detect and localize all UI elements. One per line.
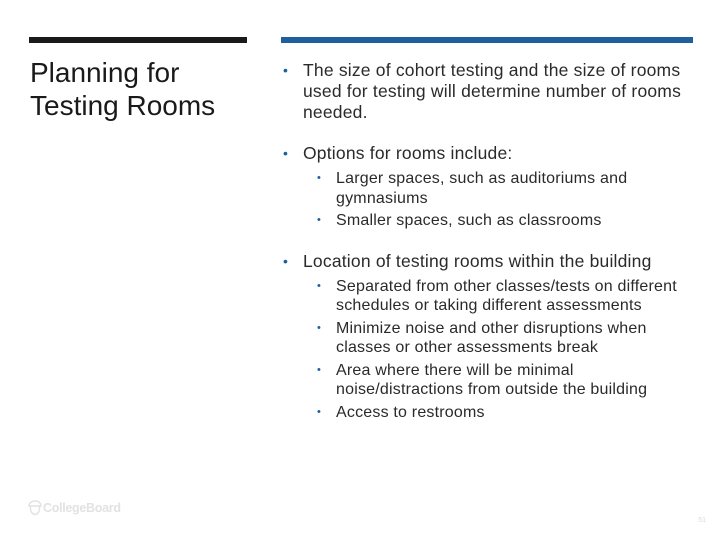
sub-bullet-item bbox=[315, 169, 703, 208]
acorn-icon bbox=[28, 500, 42, 516]
page-number: 51 bbox=[698, 517, 706, 524]
title-divider bbox=[29, 37, 247, 43]
sub-bullet-text: Area where there will be minimal noise/distractions from outside the building bbox=[336, 361, 648, 398]
bullet-text: Location of testing rooms within the building bbox=[303, 250, 652, 271]
bullet-item bbox=[283, 60, 703, 123]
bullet-item bbox=[283, 251, 703, 423]
bullet-icon: • bbox=[283, 145, 289, 161]
sub-bullet-text: Separated from other classes/tests on different schedules or taking different assessments bbox=[336, 277, 677, 314]
slide-title: Planning for Testing Rooms bbox=[30, 57, 216, 121]
bullet-text: The size of cohort testing and the size of rooms used for testing will determine number of rooms needed. bbox=[303, 60, 682, 122]
sub-bullet-text: Minimize noise and other disruptions when classes or other assessments break bbox=[336, 319, 647, 356]
sub-bullet-item bbox=[315, 319, 703, 358]
sub-bullet-icon: • bbox=[317, 321, 322, 334]
bullet-icon: • bbox=[283, 252, 289, 269]
sub-bullet-icon: • bbox=[317, 172, 322, 184]
bullet-icon: • bbox=[283, 62, 289, 78]
sub-bullet-icon: • bbox=[317, 405, 322, 418]
sub-bullet-list bbox=[317, 277, 703, 423]
sub-bullet-icon: • bbox=[317, 214, 322, 226]
bullet-text: Options for rooms include: bbox=[303, 143, 513, 163]
college-board-logo bbox=[28, 500, 121, 516]
content-divider bbox=[281, 37, 693, 43]
sub-bullet-item bbox=[315, 361, 703, 400]
sub-bullet-icon: • bbox=[317, 279, 322, 292]
sub-bullet-item bbox=[315, 403, 703, 423]
bullet-item bbox=[283, 143, 703, 231]
sub-bullet-text: Smaller spaces, such as classrooms bbox=[336, 212, 602, 229]
sub-bullet-icon: • bbox=[317, 363, 322, 376]
sub-bullet-text: Larger spaces, such as auditoriums and gymnasiums bbox=[336, 170, 628, 207]
logo-text: CollegeBoard bbox=[43, 501, 121, 515]
sub-bullet-item bbox=[315, 211, 703, 231]
sub-bullet-text: Access to restrooms bbox=[336, 403, 485, 421]
bullet-list bbox=[283, 60, 703, 422]
sub-bullet-list bbox=[317, 169, 703, 231]
sub-bullet-item bbox=[315, 277, 703, 316]
